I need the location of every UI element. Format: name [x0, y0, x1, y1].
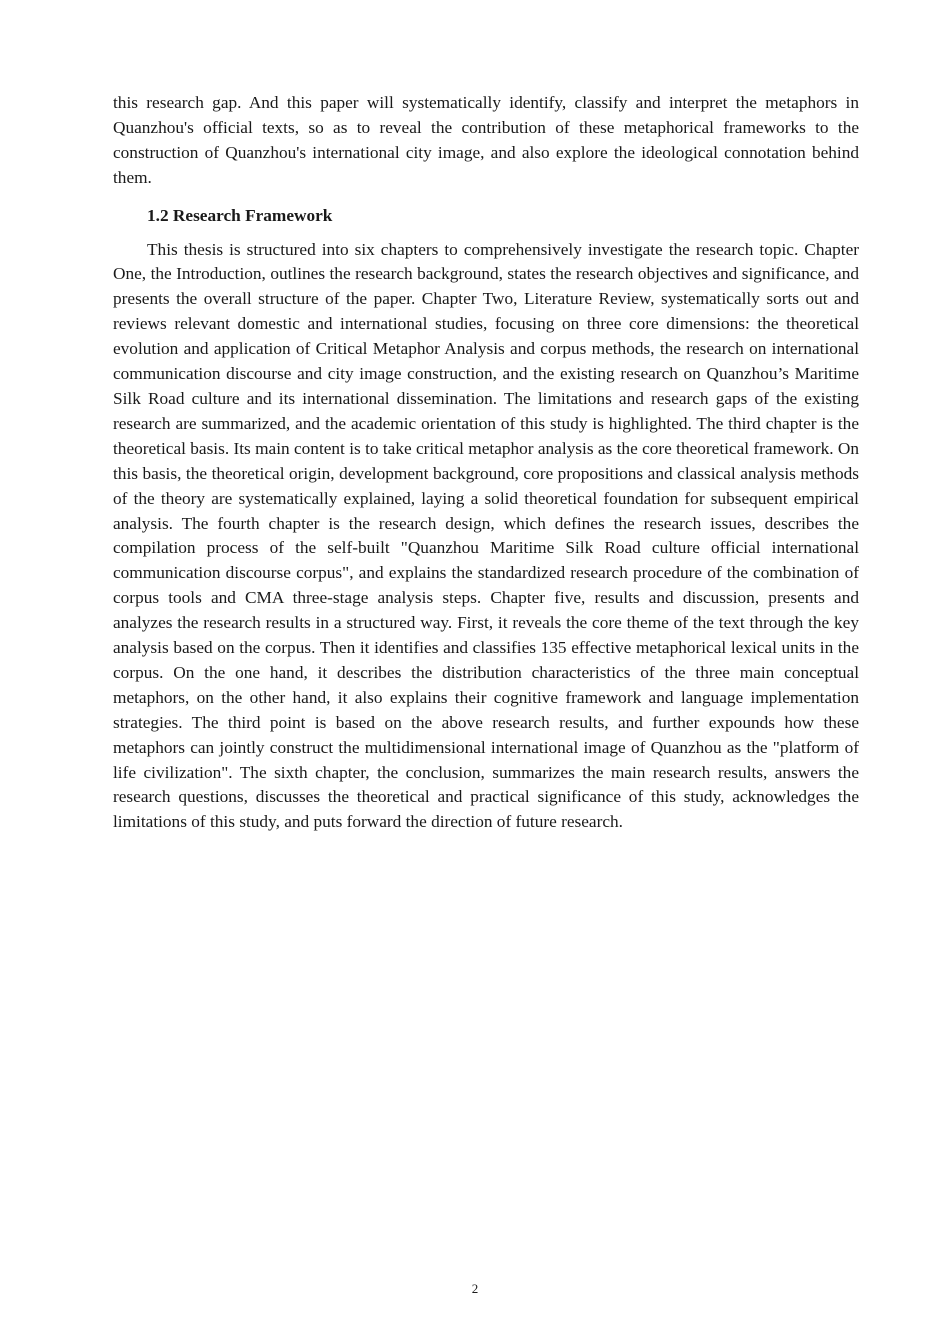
intro-paragraph: this research gap. And this paper will systematically identify, classify and interpret the metaphors in Quanzhou's official texts, so as to reveal the contribution of these metaphorical frameworks to the construction of Quanzhou's international city image, and also explore the ideological connotation behind them. [113, 93, 859, 187]
document-page [113, 91, 859, 835]
section-heading: 1.2 Research Framework [147, 205, 333, 225]
section-body-paragraph: This thesis is structured into six chapters to comprehensively investigate the research topic. Chapter One, the Introduction, outlines the research background, states the research objectives and significance, and presents the overall structure of the paper. Chapter Two, Literature Review, systematically sorts out and reviews relevant domestic and international studies, focusing on three core dimensions: the theoretical evolution and application of Critical Metaphor Analysis and corpus methods, the research on international communication discourse and city image construction, and the existing research on Quanzhou’s Maritime Silk Road culture and its international dissemination. The limitations and research gaps of the existing research are summarized, and the academic orientation of this study is highlighted. The third chapter is the theoretical basis. Its main content is to take critical metaphor analysis as the core theoretical framework. On this basis, the theoretical origin, development background, core propositions and classical analysis methods of the theory are systematically explained, laying a solid theoretical foundation for subsequent empirical analysis. The fourth chapter is the research design, which defines the research issues, describes the compilation process of the self-built "Quanzhou Maritime Silk Road culture official international communication discourse corpus", and explains the standardized research procedure of the combination of corpus tools and CMA three-stage analysis steps. Chapter five, results and discussion, presents and analyzes the research results in a structured way. First, it reveals the core theme of the text through the key analysis based on the corpus. Then it identifies and classifies 135 effective metaphorical lexical units in the corpus. On the one hand, it describes the distribution characteristics of the three main conceptual metaphors, on the other hand, it also explains their cognitive framework and language implementation strategies. The third point is based on the above research results, and further expounds how these metaphors can jointly construct the multidimensional international image of Quanzhou as the "platform of life civilization". The sixth chapter, the conclusion, summarizes the main research results, answers the research questions, discusses the theoretical and practical significance of this study, acknowledges the limitations of this study, and puts forward the direction of future research. [113, 239, 859, 832]
page-number: 2 [471, 1281, 479, 1296]
